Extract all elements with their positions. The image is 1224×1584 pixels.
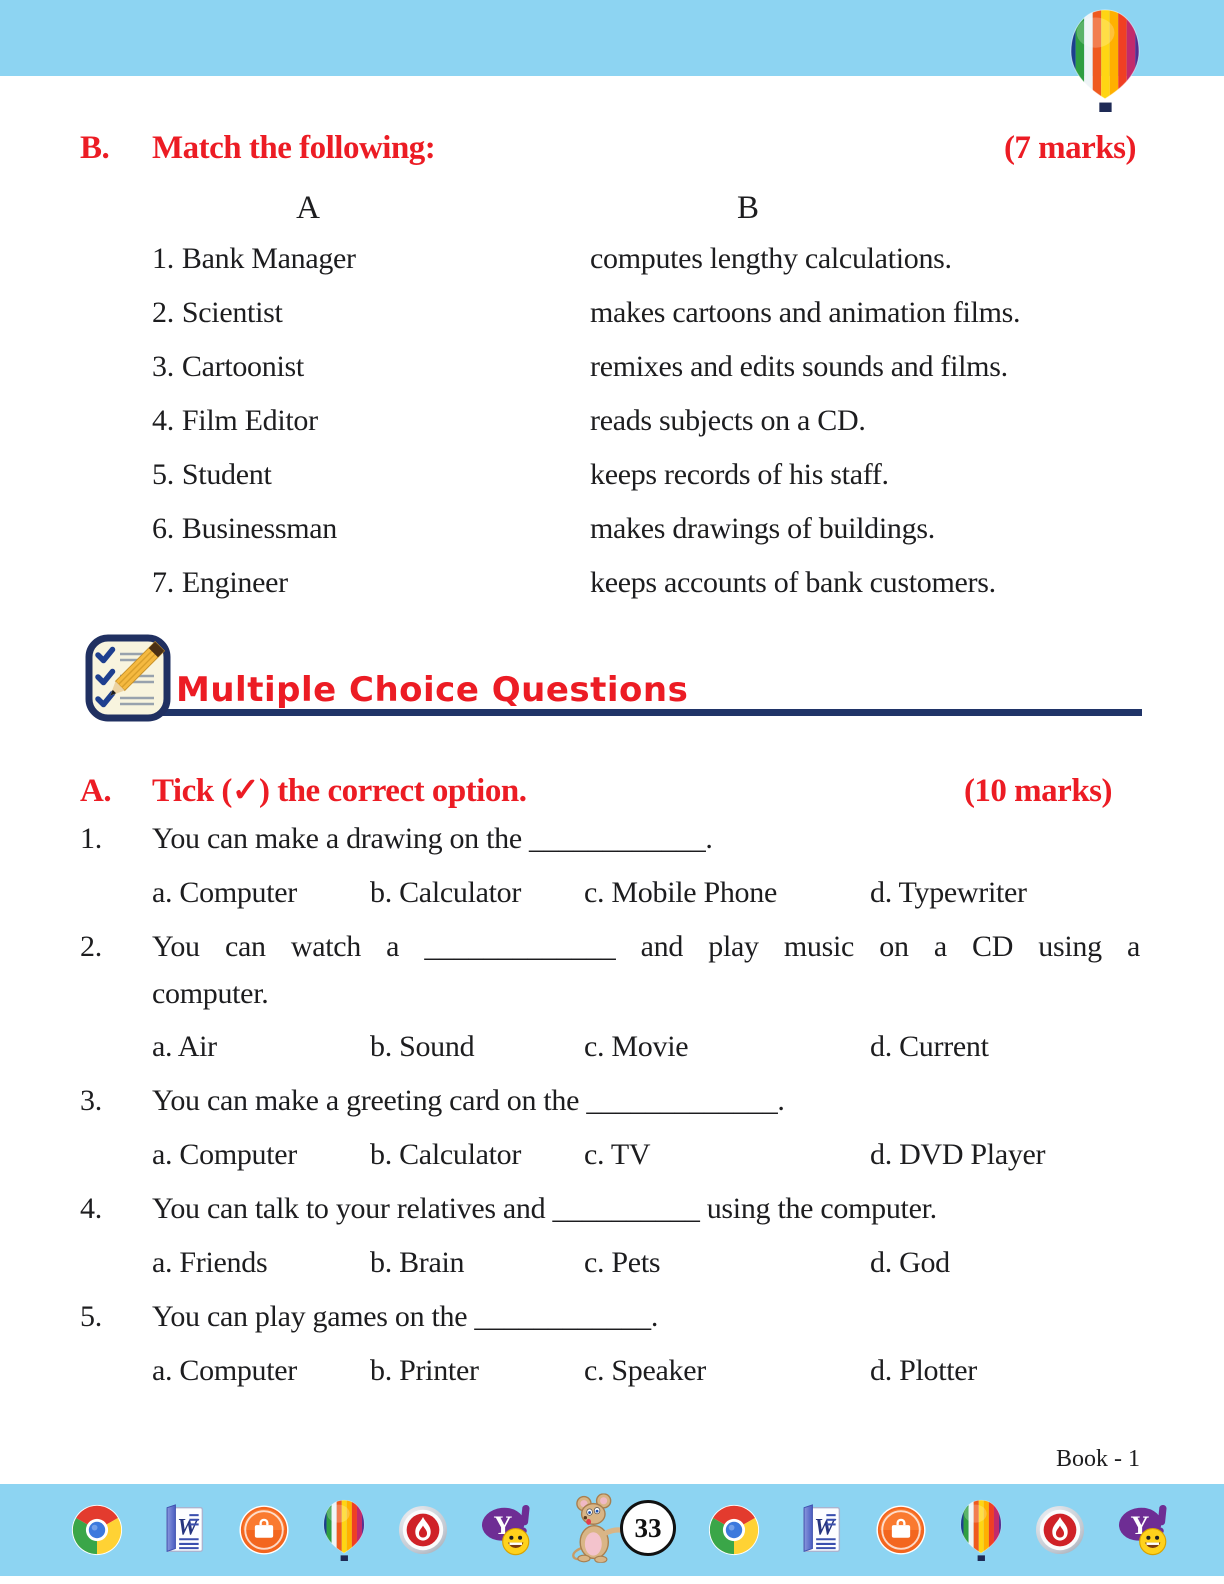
question-row — [80, 920, 1140, 974]
match-row — [152, 556, 1136, 610]
header-band — [0, 0, 1224, 76]
match-item-a: Film Editor — [181, 404, 318, 437]
question-number: 5. — [80, 1300, 102, 1333]
match-row — [152, 448, 1136, 502]
option-d: d. Current — [870, 1030, 989, 1063]
match-title: Match the following: — [152, 130, 436, 166]
match-number: 4. — [152, 404, 174, 437]
flame-icon — [1035, 1505, 1085, 1555]
question-text: You can talk to your relatives and __________ using the computer. — [152, 1192, 937, 1225]
option-d: d. Plotter — [870, 1354, 977, 1387]
option-c: c. Pets — [584, 1246, 661, 1279]
match-row — [152, 502, 1136, 556]
question-row — [80, 1074, 1140, 1128]
briefcase-app-icon — [238, 1504, 290, 1556]
question-text: You can make a greeting card on the _____________. — [152, 1084, 785, 1117]
option-d: d. DVD Player — [870, 1138, 1046, 1171]
match-row — [152, 232, 1136, 286]
match-item-b: remixes and edits sounds and films. — [590, 350, 1008, 383]
option-b: b. Printer — [370, 1354, 479, 1387]
option-a: a. Air — [152, 1030, 217, 1063]
option-d: d. Typewriter — [870, 876, 1027, 909]
balloon-icon — [958, 1499, 1004, 1561]
question-number: 2. — [80, 930, 102, 963]
match-item-a: Bank Manager — [181, 242, 356, 275]
question-list — [80, 812, 1140, 1398]
chrome-icon — [70, 1503, 124, 1557]
tick-title: Tick (✓) the correct option. — [152, 773, 527, 809]
options-row — [80, 866, 1140, 920]
match-number: 7. — [152, 566, 174, 599]
option-a: a. Computer — [152, 876, 298, 909]
chrome-icon — [707, 1503, 761, 1557]
match-item-b: computes lengthy calculations. — [590, 242, 952, 275]
section-b-header — [80, 130, 1136, 167]
match-item-b: reads subjects on a CD. — [590, 404, 866, 437]
option-c: c. TV — [584, 1138, 651, 1171]
match-number: 5. — [152, 458, 174, 491]
match-item-b: keeps accounts of bank customers. — [590, 566, 996, 599]
book-label: Book - 1 — [1056, 1446, 1140, 1472]
option-c: c. Speaker — [584, 1354, 706, 1387]
match-number: 6. — [152, 512, 174, 545]
section-a-header — [80, 770, 1112, 810]
match-item-a: Cartoonist — [181, 350, 304, 383]
match-item-a: Engineer — [181, 566, 288, 599]
question-row — [80, 1290, 1140, 1344]
match-row — [152, 340, 1136, 394]
option-b: b. Brain — [370, 1246, 465, 1279]
match-item-b: makes drawings of buildings. — [590, 512, 935, 545]
option-b: b. Sound — [370, 1030, 475, 1063]
question-row — [80, 812, 1140, 866]
section-b-label: B. — [80, 130, 110, 166]
options-row — [80, 1344, 1140, 1398]
column-a-header: A — [296, 190, 320, 226]
question-number: 1. — [80, 822, 102, 855]
question-text: computer. — [152, 977, 269, 1010]
options-row — [80, 1236, 1140, 1290]
option-a: a. Computer — [152, 1354, 298, 1387]
match-number: 1. — [152, 242, 174, 275]
option-a: a. Computer — [152, 1138, 298, 1171]
option-b: b. Calculator — [370, 1138, 522, 1171]
section-b-marks: (7 marks) — [1003, 130, 1136, 166]
question-text: You can play games on the ____________. — [152, 1300, 659, 1333]
option-d: d. God — [870, 1246, 950, 1279]
question-number: 3. — [80, 1084, 102, 1117]
options-row — [80, 1128, 1140, 1182]
page-number-group — [568, 1493, 676, 1563]
match-item-a: Student — [181, 458, 272, 491]
yahoo-messenger-icon — [479, 1502, 537, 1558]
option-c: c. Mobile Phone — [584, 876, 777, 909]
briefcase-app-icon — [875, 1504, 927, 1556]
match-item-b: keeps records of his staff. — [590, 458, 889, 491]
option-a: a. Friends — [152, 1246, 268, 1279]
hot-air-balloon-icon — [1066, 8, 1144, 112]
mouse-mascot — [568, 1493, 628, 1563]
page-number-badge: 33 — [620, 1500, 676, 1556]
match-row — [152, 286, 1136, 340]
match-number: 2. — [152, 296, 174, 329]
section-a-marks: (10 marks) — [963, 773, 1112, 809]
word-icon — [155, 1504, 207, 1556]
column-b-header: B — [736, 190, 759, 226]
match-row — [152, 394, 1136, 448]
question-text: You can make a drawing on the ____________. — [152, 822, 713, 855]
question-row — [80, 1182, 1140, 1236]
match-item-a: Businessman — [181, 512, 337, 545]
word-icon — [792, 1504, 844, 1556]
balloon-icon — [321, 1499, 367, 1561]
flame-icon — [398, 1505, 448, 1555]
option-c: c. Movie — [584, 1030, 689, 1063]
footer-icon-bar — [0, 1484, 1224, 1576]
match-item-b: makes cartoons and animation films. — [590, 296, 1021, 329]
option-b: b. Calculator — [370, 876, 522, 909]
question-row-continued — [80, 974, 1140, 1020]
match-number: 3. — [152, 350, 174, 383]
question-number: 4. — [80, 1192, 102, 1225]
yahoo-messenger-icon — [1116, 1502, 1174, 1558]
question-text: You can watch a _____________ and play music on a CD using a — [152, 930, 1140, 963]
match-item-a: Scientist — [181, 296, 283, 329]
match-list — [152, 232, 1136, 610]
section-a-label: A. — [80, 773, 112, 809]
options-row — [80, 1020, 1140, 1074]
mcq-banner-title: Multiple Choice Questions — [176, 670, 689, 710]
checklist-pencil-icon — [84, 634, 172, 722]
